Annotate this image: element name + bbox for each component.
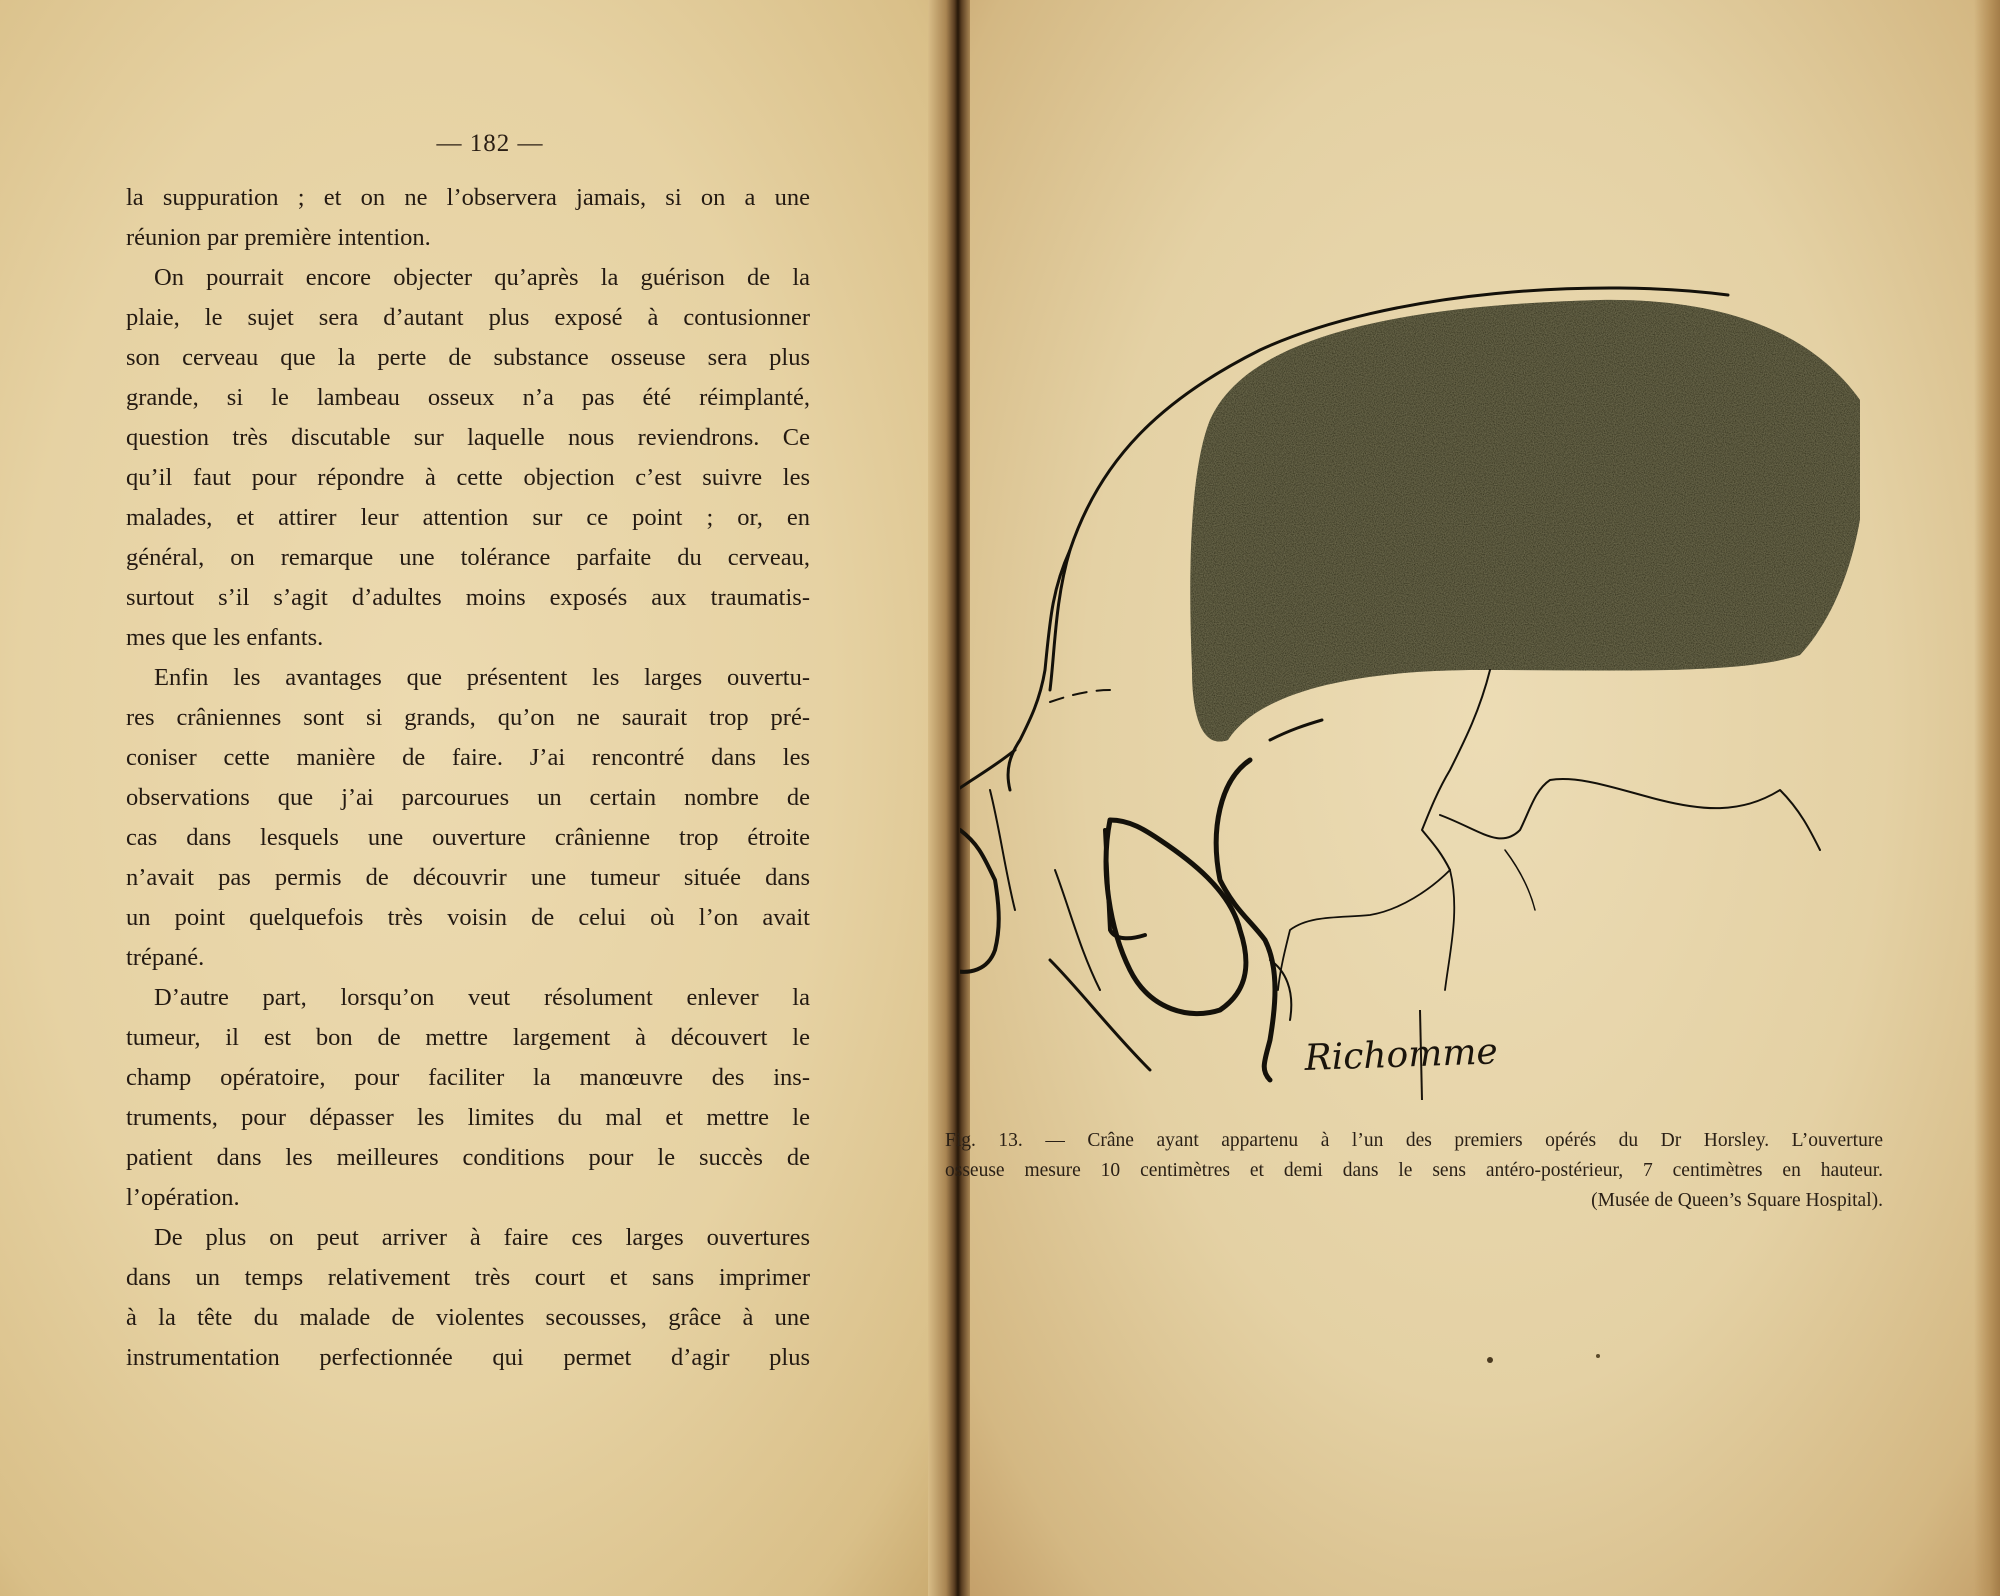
text-line: général, on remarque une tolérance parfaite du cerveau, (126, 544, 810, 571)
text-line: réunion par première intention. (126, 224, 431, 251)
text-line: cas dans lesquels une ouverture crânienne trop étroite (126, 824, 810, 851)
text-line: un point quelquefois très voisin de celui où l’on avait (126, 904, 810, 931)
text-line: tumeur, il est bon de mettre largement à découvert le (126, 1024, 810, 1051)
text-line: n’avait pas permis de découvrir une tumeur située dans (126, 864, 810, 891)
text-line: qu’il faut pour répondre à cette objection c’est suivre les (126, 464, 810, 491)
text-line: truments, pour dépasser les limites du mal et mettre le (126, 1104, 810, 1131)
text-line: res crâniennes sont si grands, qu’on ne saurait trop pré- (126, 704, 810, 731)
page-number: — 182 — (436, 130, 544, 157)
text-line: l’opération. (126, 1184, 240, 1211)
text-line: mes que les enfants. (126, 624, 324, 651)
text-line: son cerveau que la perte de substance osseuse sera plus (126, 344, 810, 371)
skull-illustration (960, 270, 1860, 1110)
figure-caption (945, 1126, 1883, 1216)
caption-line-3: (Musée de Queen’s Square Hospital). (1591, 1190, 1883, 1211)
text-line: surtout s’il s’agit d’adultes moins exposés aux traumatis- (126, 584, 810, 611)
text-line: instrumentation perfectionnée qui permet d’agir plus (126, 1344, 810, 1371)
text-line: De plus on peut arriver à faire ces larges ouvertures (154, 1224, 810, 1251)
caption-line-2: osseuse mesure 10 centimètres et demi dans le sens antéro-postérieur, 7 centimètres en hauteur. (945, 1160, 1883, 1181)
text-line: la suppuration ; et on ne l’observera jamais, si on a une (126, 184, 810, 211)
bone-opening (1190, 300, 1860, 742)
text-line: trépané. (126, 944, 205, 971)
text-line: patient dans les meilleures conditions pour le succès de (126, 1144, 810, 1171)
text-line: grande, si le lambeau osseux n’a pas été réimplanté, (126, 384, 810, 411)
text-line: D’autre part, lorsqu’on veut résolument enlever la (154, 984, 810, 1011)
text-line: coniser cette manière de faire. J’ai rencontré dans les (126, 744, 810, 771)
text-line: champ opératoire, pour faciliter la manœuvre des ins- (126, 1064, 810, 1091)
paper-specks (1480, 1348, 1620, 1378)
text-line: On pourrait encore objecter qu’après la guérison de la (154, 264, 810, 291)
text-line: à la tête du malade de violentes secousses, grâce à une (126, 1304, 810, 1331)
text-line: question très discutable sur laquelle nous reviendrons. Ce (126, 424, 810, 451)
signature-stroke (1420, 1010, 1422, 1100)
left-page (0, 0, 945, 1596)
text-line: malades, et attirer leur attention sur ce point ; or, en (126, 504, 810, 531)
artist-signature: Richomme (1303, 1031, 1499, 1079)
text-line: plaie, le sujet sera d’autant plus exposé à contusionner (126, 304, 810, 331)
caption-line-1: Fig. 13. — Crâne ayant appartenu à l’un des premiers opérés du Dr Horsley. L’ouverture (945, 1130, 1883, 1151)
body-text (126, 178, 810, 1378)
text-line: Enfin les avantages que présentent les larges ouvertu- (154, 664, 810, 691)
text-line: dans un temps relativement très court et sans imprimer (126, 1264, 810, 1291)
text-line: observations que j’ai parcourues un certain nombre de (126, 784, 810, 811)
